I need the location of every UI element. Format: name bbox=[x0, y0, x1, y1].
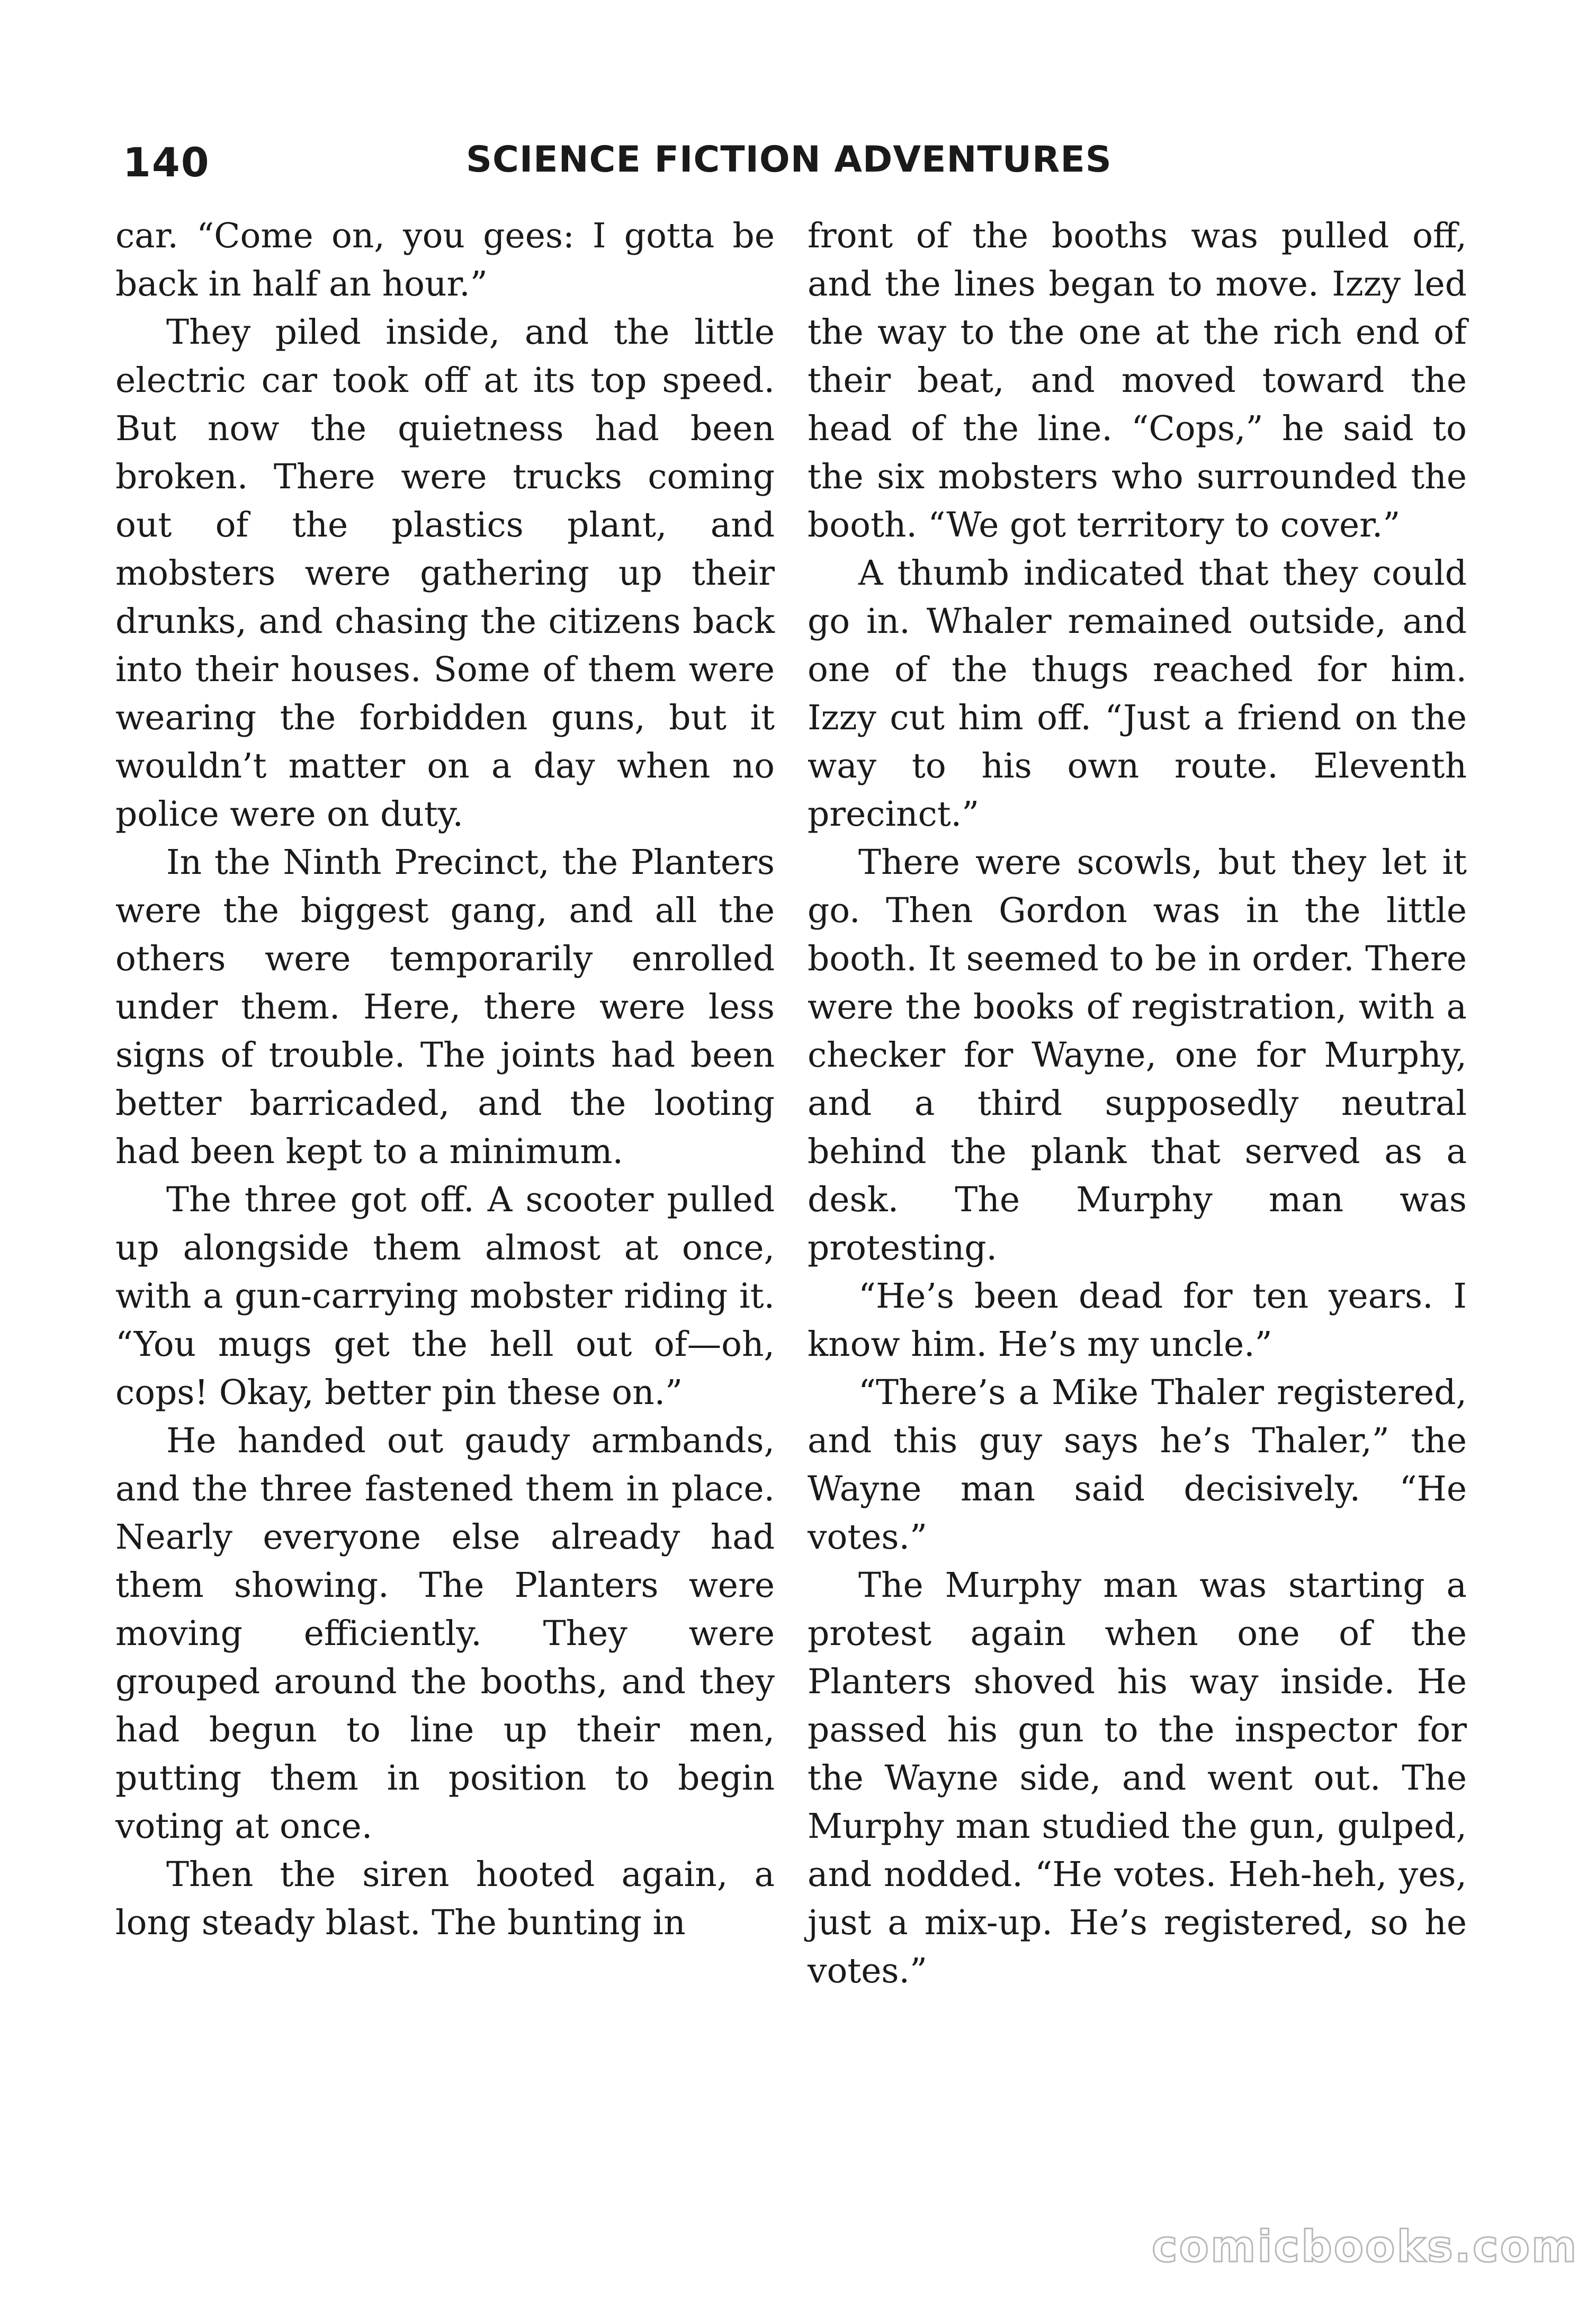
paragraph: A thumb indicated that they could go in. Whaler remained outside, and one of the thugs reached for him. Izzy cut him off. “Just a friend on the way to his own route. Eleventh precinct.” bbox=[808, 553, 1467, 834]
watermark: comicbooks.com bbox=[1152, 2222, 1578, 2272]
paragraph: There were scowls, but they let it go. Then Gordon was in the little booth. It seemed to be in order. There were the books of registration, with a checker for Wayne, one for Murphy, and a third supposedly neutral behind the plank that served as a desk. The Murphy man was protesting. bbox=[808, 843, 1467, 1268]
paragraph: car. “Come on, you gees: I gotta be back in half an hour.” bbox=[115, 216, 775, 304]
paragraph: He handed out gaudy armbands, and the three fastened them in place. Nearly everyone else already had them showing. The Planters were moving efficiently. They were grouped around the booths, and they had begun to line up their men, putting them in position to begin voting at once. bbox=[115, 1421, 775, 1846]
paragraph: “He’s been dead for ten years. I know him. He’s my uncle.” bbox=[808, 1276, 1467, 1364]
left-column bbox=[115, 212, 775, 1947]
right-column bbox=[808, 212, 1467, 1995]
paragraph: The three got off. A scooter pulled up alongside them almost at once, with a gun-carrying mobster riding it. “You mugs get the hell out of—oh, cops! Okay, better pin these on.” bbox=[115, 1180, 775, 1413]
paragraph: In the Ninth Precinct, the Planters were the biggest gang, and all the others were temporarily enrolled under them. Here, there were less signs of trouble. The joints had been better barricaded, and the looting had been kept to a minimum. bbox=[115, 843, 775, 1172]
paragraph: The Murphy man was starting a protest again when one of the Planters shoved his way inside. He passed his gun to the inspector for the Wayne side, and went out. The Murphy man studied the gun, gulped, and nodded. “He votes. Heh-heh, yes, just a mix-up. He’s registered, so he votes.” bbox=[808, 1566, 1467, 1991]
paragraph: “There’s a Mike Thaler registered, and this guy says he’s Thaler,” the Wayne man said decisively. “He votes.” bbox=[808, 1373, 1467, 1557]
running-head: SCIENCE FICTION ADVENTURES bbox=[466, 139, 1112, 181]
page-number: 140 bbox=[123, 139, 210, 186]
paragraph: Then the siren hooted again, a long steady blast. The bunting in bbox=[115, 1855, 775, 1943]
paragraph: They piled inside, and the little electric car took off at its top speed. But now the quietness had been broken. There were trucks coming out of the plastics plant, and mobsters were gathering up their drunks, and chasing the citizens back into their houses. Some of them were wearing the forbidden guns, but it wouldn’t matter on a day when no police were on duty. bbox=[115, 312, 775, 834]
paragraph: front of the booths was pulled off, and the lines began to move. Izzy led the way to the one at the rich end of their beat, and moved toward the head of the line. “Cops,” he said to the six mobsters who surrounded the booth. “We got territory to cover.” bbox=[808, 216, 1467, 545]
